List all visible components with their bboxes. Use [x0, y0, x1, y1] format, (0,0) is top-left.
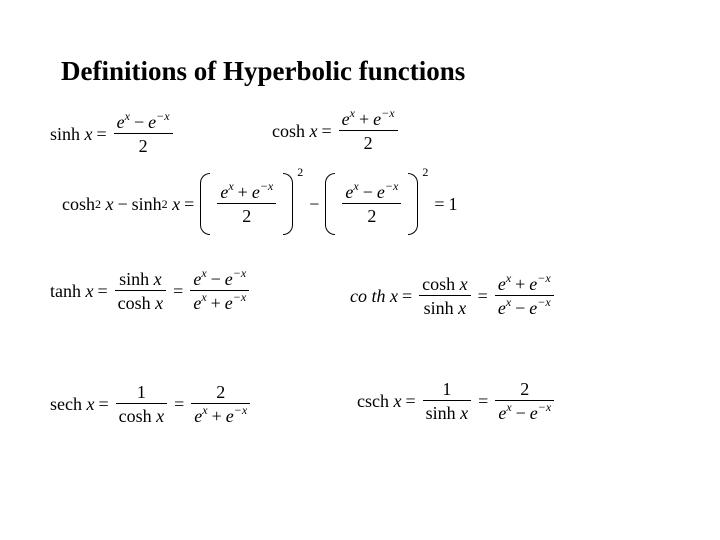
- sinh-fraction: $\frac{e^x - e^{-x}}{2}$: [114, 113, 173, 155]
- cosh-definition: cosh x = $\frac{e^x + e^{-x}}{2}$: [272, 110, 401, 152]
- paren-group-minus: $\frac{e^x - e^{-x}}{2}$ 2: [325, 173, 418, 235]
- tanh-definition: tanh x = $\frac{\text{sinh x}}{\text{cosh x}}$ = $\frac{e^x - e^{-x}}{e^x + e^{-x}}$: [50, 270, 252, 312]
- sinh-definition: sinh x = $\frac{e^x - e^{-x}}{2}$: [50, 113, 176, 155]
- coth-definition: co th x = $\frac{\text{cosh x}}{\text{sinh x}}$ = $\frac{e^x + e^{-x}}{e^x - e^{-x}}$: [350, 275, 557, 317]
- identity-equation: cosh 2 x − sinh 2 x = $\frac{e^x + e^{-x}}{2}$ 2 − $\frac{e^x - e^{-x}}{2}$ 2 = 1: [62, 173, 457, 235]
- paren-group-plus: $\frac{e^x + e^{-x}}{2}$ 2: [200, 173, 293, 235]
- page-title: Definitions of Hyperbolic functions: [61, 56, 466, 86]
- cosh-fraction: $\frac{e^x + e^{-x}}{2}$: [339, 110, 398, 152]
- sech-definition: sech x = $\frac{1}{\text{cosh x}}$ = $\frac{2}{e^x + e^{-x}}$: [50, 383, 253, 425]
- csch-definition: csch x = $\frac{1}{\text{sinh x}}$ = $\frac{2}{e^x - e^{-x}}$: [357, 380, 557, 422]
